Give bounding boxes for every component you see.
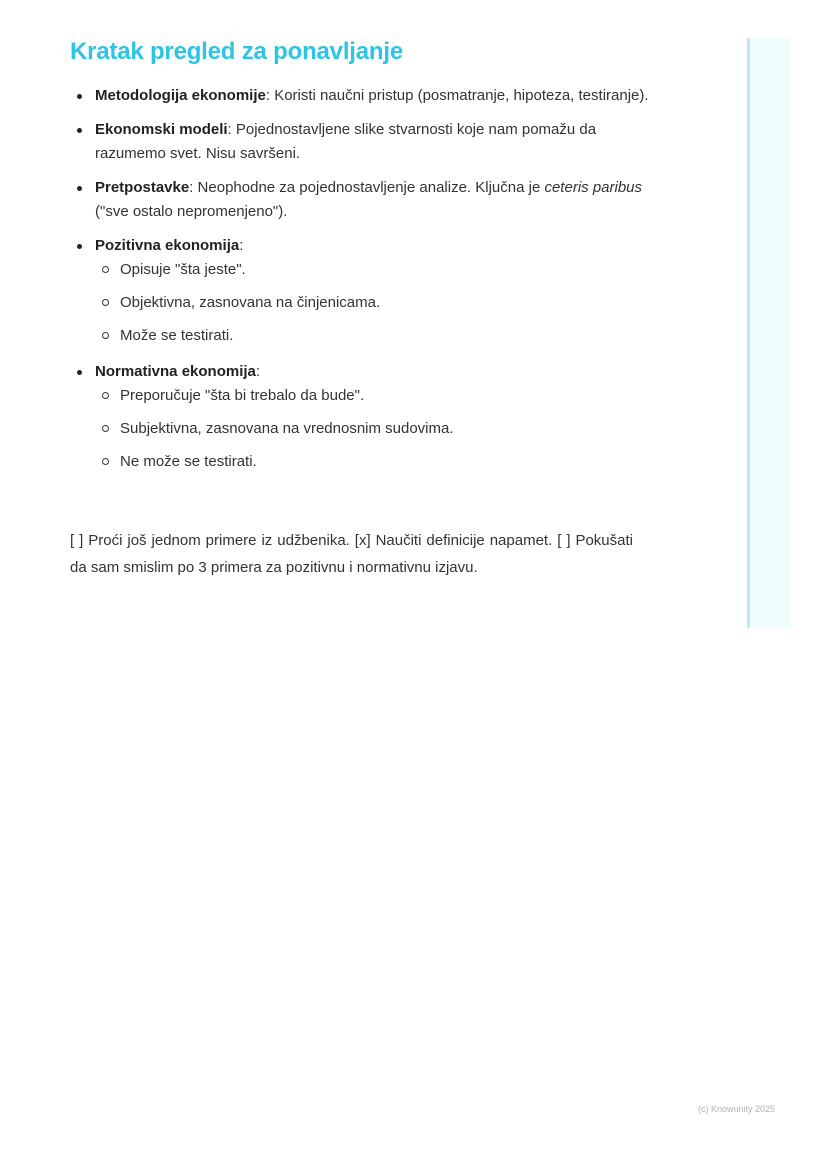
item-text: : Pojednostavljene slike stvarnosti koje nam pomažu da razumemo svet. Nisu savršeni. [95,121,597,162]
sub-list-item: Objektivna, zasnovana na činjenicama. [120,291,665,315]
item-text: : [255,363,261,380]
sub-list-item: Subjektivna, zasnovana na vrednosnim sudovima. [120,417,665,441]
todo-paragraph: [ ] Proći još jednom primere iz udžbenika. [x] Naučiti definicije napamet. [ ] Pokušati da sam smislim po 3 primera za pozitivnu i normativnu izjavu. [70,532,633,576]
summary-list [70,84,665,486]
item-term: Metodologija ekonomije [95,87,266,104]
item-term: Pretpostavke [95,179,190,196]
item-text: : Neophodne za pojednostavljenje analize. Ključna je [189,179,545,196]
list-item-methodology [95,84,665,108]
item-text-after: ("sve ostalo nepromenjeno"). [95,203,288,220]
sub-list [95,384,665,474]
sub-list [95,258,665,348]
side-panel [747,38,791,628]
item-text: : [239,237,244,254]
sub-list-item: Može se testirati. [120,324,665,348]
footer-copyright: (c) Knowunity 2025 [697,1104,775,1114]
item-text: : Koristi naučni pristup (posmatranje, hipoteza, testiranje). [265,87,649,104]
list-item-models [95,118,665,166]
item-term: Normativna ekonomija [95,363,256,380]
list-item-assumptions [95,176,665,224]
list-item-normative-economics [95,360,665,474]
sub-list-item: Preporučuje "šta bi trebalo da bude". [120,384,665,408]
sub-list-item: Ne može se testirati. [120,450,665,474]
page-title: Kratak pregled za ponavljanje [70,38,403,65]
list-item-positive-economics [95,234,665,348]
item-emphasis: ceteris paribus [544,179,643,196]
sub-list-item: Opisuje "šta jeste". [120,258,665,282]
item-term: Pozitivna ekonomija [95,237,240,254]
item-term: Ekonomski modeli [95,121,228,138]
